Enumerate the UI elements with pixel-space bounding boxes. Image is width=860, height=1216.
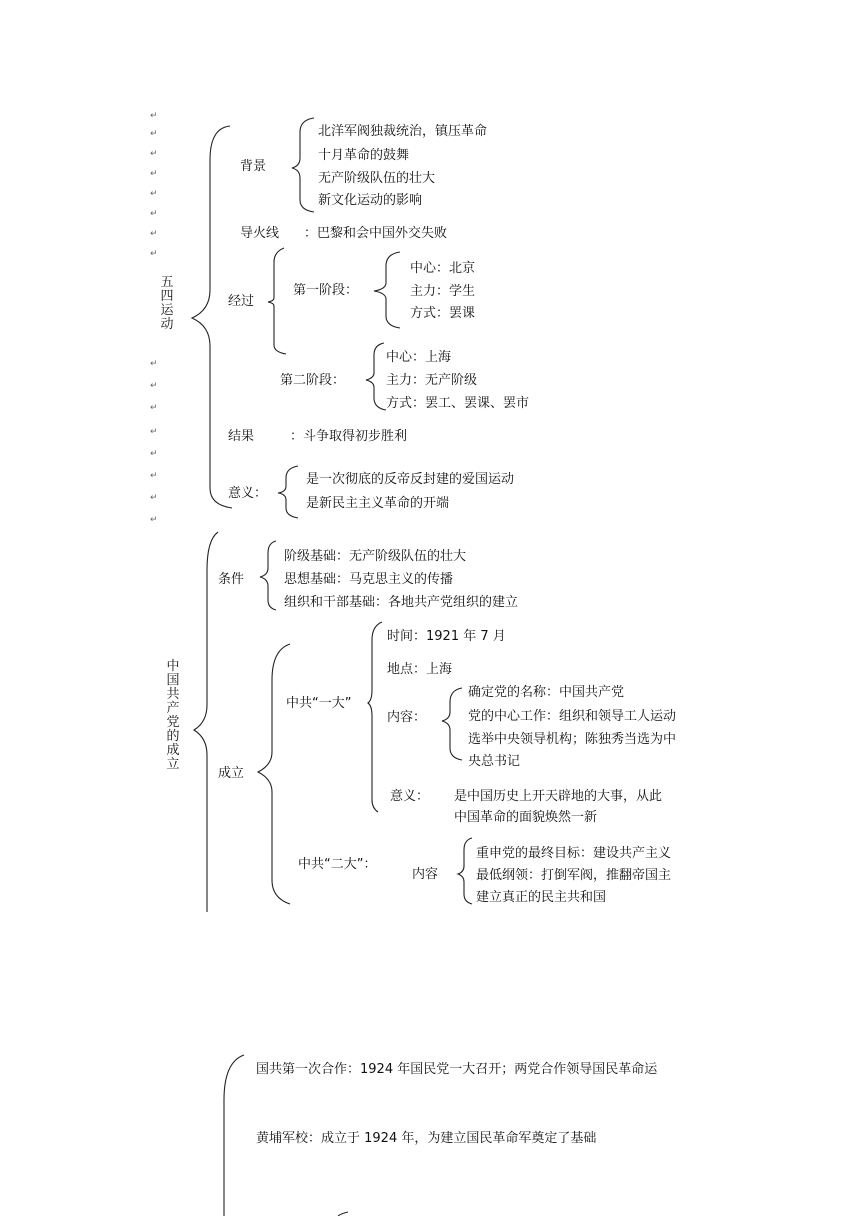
first-congress-line <box>368 622 382 812</box>
cond-brace <box>260 541 276 610</box>
meaning-label: 意义： <box>228 486 268 501</box>
paragraph-mark: ↵ <box>150 381 158 391</box>
cond-item: 阶级基础：无产阶级队伍的壮大 <box>284 549 467 564</box>
stage1-brace <box>374 252 400 328</box>
stage1-label: 第一阶段： <box>293 283 359 298</box>
second-content-label: 内容 <box>412 867 439 882</box>
bg-item: 新文化运动的影响 <box>318 193 423 208</box>
paragraph-mark: ↵ <box>150 471 158 481</box>
meaning-brace <box>278 466 298 518</box>
coop-line: 黄埔军校：成立于 1924 年，为建立国民革命军奠定了基础 <box>256 1131 597 1146</box>
found-brace <box>258 644 290 904</box>
stage2-label: 第二阶段： <box>280 373 346 388</box>
paragraph-mark: ↵ <box>150 403 158 413</box>
ccp-main-brace <box>194 532 218 912</box>
result-label: 结果 <box>228 429 255 444</box>
bg-brace <box>292 118 314 212</box>
sig-line: 是中国历史上开天辟地的大事，从此 <box>454 789 663 804</box>
paragraph-mark: ↵ <box>150 359 158 369</box>
fuse-label: 导火线 <box>240 226 280 241</box>
process-bracket <box>268 248 286 354</box>
paragraph-mark: ↵ <box>150 169 158 179</box>
content-item: 选举中央领导机构；陈独秀当选为中 <box>468 732 677 747</box>
second-content-brace <box>458 838 472 904</box>
place-text: 地点：上海 <box>387 662 453 677</box>
paragraph-mark: ↵ <box>150 129 158 139</box>
stage2-brace <box>366 343 386 410</box>
content-item: 确定党的名称：中国共产党 <box>468 685 625 700</box>
paragraph-mark: ↵ <box>150 189 158 199</box>
cond-item: 思想基础：马克思主义的传播 <box>284 572 454 587</box>
second-congress-label: 中共“二大”： <box>298 857 377 872</box>
stage2-item: 中心：上海 <box>386 350 452 365</box>
paragraph-mark: ↵ <box>150 515 158 525</box>
content-label: 内容： <box>387 710 427 725</box>
wusi-title: 五四运动 <box>160 275 174 332</box>
content-item: 央总书记 <box>468 754 521 769</box>
ccp-title: 中国共产党的成立 <box>166 659 180 772</box>
paragraph-mark: ↵ <box>150 493 158 503</box>
bg-item: 十月革命的鼓舞 <box>318 148 410 163</box>
meaning-item: 是新民主主义革命的开端 <box>306 496 450 511</box>
second-item: 重申党的最终目标：建设共产主义 <box>476 846 672 861</box>
process-label: 经过 <box>228 294 255 309</box>
first-congress-label: 中共“一大” <box>286 696 352 711</box>
stage1-item: 主力：学生 <box>410 284 476 299</box>
paragraph-mark: ↵ <box>150 427 158 437</box>
time-text: 时间：1921 年 7 月 <box>387 629 506 644</box>
stage2-item: 主力：无产阶级 <box>386 373 478 388</box>
coop-line: 国共第一次合作：1924 年国民党一大召开；两党合作领导国民革命运 <box>256 1062 658 1077</box>
paragraph-mark: ↵ <box>150 149 158 159</box>
paragraph-mark: ↵ <box>150 229 158 239</box>
coop-sub-bracket <box>338 1212 348 1216</box>
paragraph-mark: ↵ <box>150 209 158 219</box>
paragraph-mark: ↵ <box>150 449 158 459</box>
sig-label: 意义： <box>390 789 430 804</box>
fuse-text: ：巴黎和会中国外交失败 <box>304 226 448 241</box>
bg-item: 无产阶级队伍的壮大 <box>318 171 436 186</box>
bg-label: 背景 <box>240 159 267 174</box>
stage2-item: 方式：罢工、罢课、罢市 <box>386 396 530 411</box>
cond-label: 条件 <box>218 572 245 587</box>
content-item: 党的中心工作：组织和领导工人运动 <box>468 709 677 724</box>
meaning-item: 是一次彻底的反帝反封建的爱国运动 <box>306 472 515 487</box>
second-item: 最低纲领：打倒军阀，推翻帝国主 <box>476 868 672 883</box>
result-text: ：斗争取得初步胜利 <box>290 429 408 444</box>
paragraph-mark: ↵ <box>150 111 158 121</box>
paragraph-mark: ↵ <box>150 249 158 259</box>
found-label: 成立 <box>218 766 245 781</box>
cond-item: 组织和干部基础：各地共产党组织的建立 <box>284 595 519 610</box>
wusi-main-brace <box>192 126 232 508</box>
coop-main-bracket <box>224 1055 244 1216</box>
stage1-item: 中心：北京 <box>410 261 476 276</box>
bg-item: 北洋军阀独裁统治，镇压革命 <box>318 124 488 139</box>
first-content-brace <box>442 688 462 760</box>
second-item: 建立真正的民主共和国 <box>476 890 607 905</box>
sig-line: 中国革命的面貌焕然一新 <box>454 810 598 825</box>
stage1-item: 方式：罢课 <box>410 306 476 321</box>
